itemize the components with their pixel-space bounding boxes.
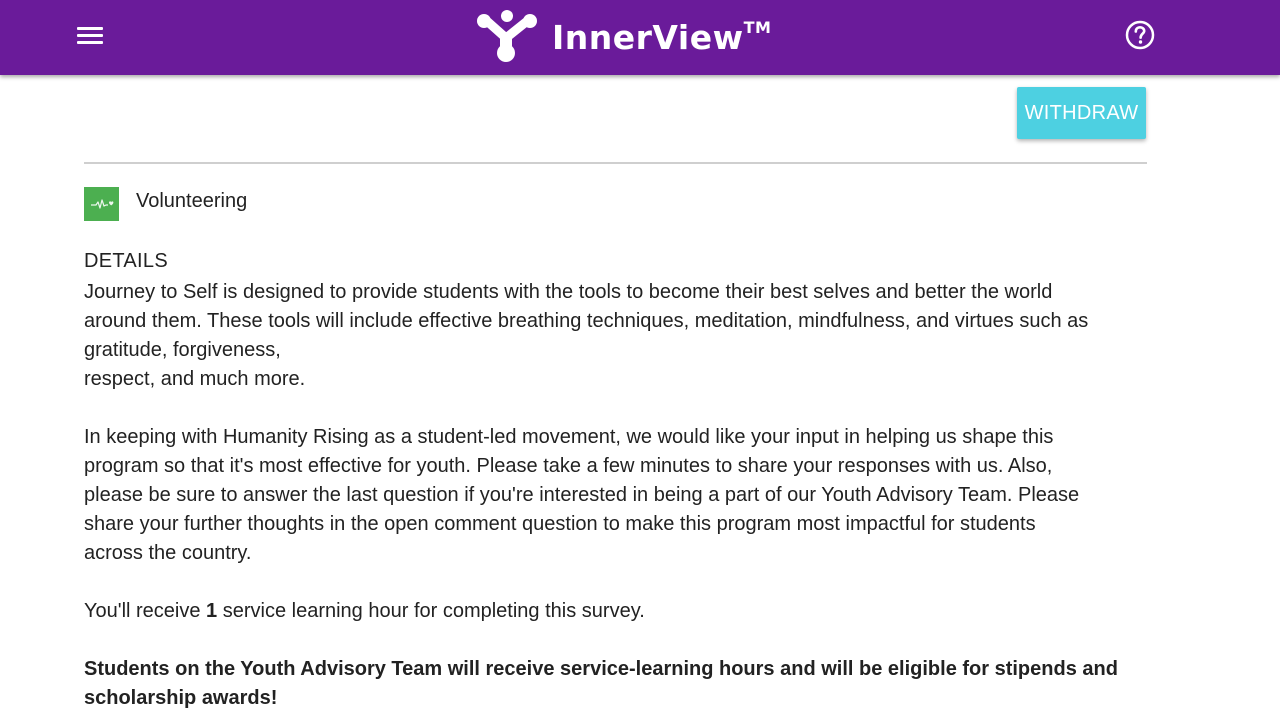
heartbeat-icon: [84, 187, 119, 221]
innerview-logo-mark: [474, 10, 540, 64]
advisory-team-note: [84, 655, 1154, 713]
hamburger-menu-icon[interactable]: [74, 20, 106, 52]
service-hours-note: [84, 597, 1154, 626]
input-request-paragraph: [84, 423, 1154, 568]
app-logo: [474, 8, 774, 64]
paragraph-line: please be sure to answer the last question if you're interested in being a part of our Youth Advisory Team. Please: [84, 484, 1080, 506]
paragraph-line: respect, and much more.: [84, 368, 306, 390]
paragraph-line: around them. These tools will include effective breathing techniques, meditation, mindfulness, and virtues such as: [84, 310, 1089, 332]
intro-paragraph: [84, 278, 1154, 394]
paragraph-line: program so that it's most effective for youth. Please take a few minutes to share your responses with us. Also,: [84, 455, 1053, 477]
paragraph-line: scholarship awards!: [84, 687, 278, 709]
app-bar: [0, 0, 1280, 75]
paragraph-line: Journey to Self is designed to provide students with the tools to become their best selves and better the world: [84, 281, 1053, 303]
service-hours-value: 1: [206, 600, 218, 622]
hours-suffix: service learning hour for completing this survey.: [217, 600, 645, 622]
hours-prefix: You'll receive: [84, 600, 207, 622]
paragraph-line: Students on the Youth Advisory Team will receive service-learning hours and will be eligible for stipends and: [84, 658, 1118, 680]
withdraw-button[interactable]: WITHDRAW: [1017, 87, 1146, 139]
brand-name: InnerView™: [552, 18, 772, 57]
details-section: [84, 247, 1154, 713]
paragraph-line: gratitude, forgiveness,: [84, 339, 281, 361]
paragraph-line: In keeping with Humanity Rising as a student-led movement, we would like your input in helping us shape this: [84, 426, 1054, 448]
trademark-mark: TM: [743, 18, 772, 37]
help-circle-icon[interactable]: [1124, 19, 1156, 51]
category-label: Volunteering: [136, 190, 248, 212]
section-divider: [84, 162, 1147, 164]
paragraph-line: share your further thoughts in the open comment question to make this program most impactful for students: [84, 513, 1036, 535]
paragraph-line: across the country.: [84, 542, 252, 564]
details-heading: DETAILS: [84, 250, 168, 272]
